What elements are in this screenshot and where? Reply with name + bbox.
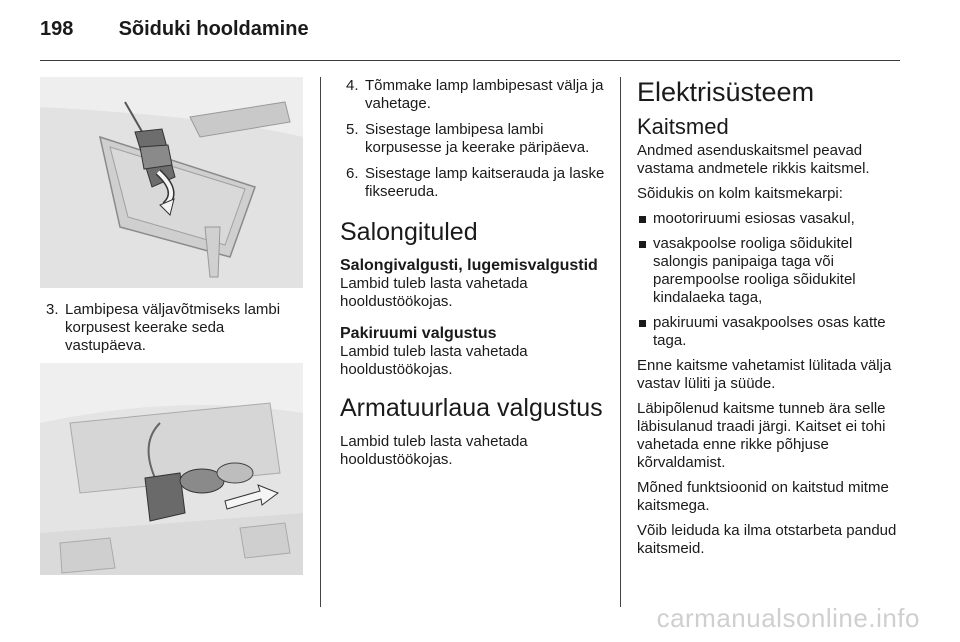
heading-salongituled: Salongituled <box>340 218 478 246</box>
heading-elektrisusteem: Elektrisüsteem <box>637 77 815 107</box>
step-6-text: Sisestage lamp kaitserauda ja laske fikseeruda. <box>365 165 605 200</box>
bullet-square-icon <box>639 320 646 327</box>
step-6-number: 6. <box>346 165 359 182</box>
column-2 <box>340 77 605 476</box>
step-5-number: 5. <box>346 121 359 138</box>
column-3 <box>637 77 902 565</box>
step-4 <box>340 77 605 113</box>
heading-kaitsmed: Kaitsmed <box>637 114 729 139</box>
paragraph-6: Võib leiduda ka ilma otstarbeta pandud kaitsmeid. <box>637 522 897 557</box>
salongivalgusti-text: Lambid tuleb lasta vahetada hooldustöökojas. <box>340 275 528 310</box>
step-6 <box>340 165 605 201</box>
bullet-text: vasakpoolse rooliga sõidukitel salongis panipaiga taga või parempoolse rooliga sõidukitel kindalaeka taga, <box>653 235 856 306</box>
step-3 <box>40 301 303 355</box>
lamp-housing-illustration <box>40 77 303 288</box>
bullet-item <box>637 235 902 307</box>
paragraph-2: Sõidukis on kolm kaitsmekarpi: <box>637 185 843 202</box>
bullet-square-icon <box>639 241 646 248</box>
column-1 <box>40 77 303 575</box>
paragraph-3: Enne kaitsme vahetamist lülitada välja vastav lüliti ja süüde. <box>637 357 892 392</box>
heading-pakiruumi: Pakiruumi valgustus <box>340 325 497 342</box>
armatuurlaua-text: Lambid tuleb lasta vahetada hooldustöökojas. <box>340 433 528 468</box>
lamp-socket-illustration <box>40 363 303 575</box>
paragraph-4: Läbipõlenud kaitsme tunneb ära selle läbisulanud traadi järgi. Kaitset ei tohi vahetada enne rikke põhjuse kõrvaldamist. <box>637 400 886 471</box>
paragraph-5: Mõned funktsioonid on kaitstud mitme kaitsmega. <box>637 479 889 514</box>
bullet-text: pakiruumi vasakpoolses osas katte taga. <box>653 314 886 349</box>
bullet-text: mootoriruumi esiosas vasakul, <box>653 210 855 227</box>
pakiruumi-text: Lambid tuleb lasta vahetada hooldustöökojas. <box>340 343 528 378</box>
page-title: Sõiduki hooldamine <box>118 18 309 40</box>
watermark: carmanualsonline.info <box>656 603 920 633</box>
step-3-text: Lambipesa väljavõtmiseks lambi korpusest keerake seda vastupäeva. <box>65 301 281 354</box>
bullet-item <box>637 314 902 350</box>
step-4-text: Tõmmake lamp lambipesast välja ja vahetage. <box>365 77 604 112</box>
step-4-number: 4. <box>346 77 359 94</box>
column-divider-2 <box>620 77 621 607</box>
heading-armatuurlaua: Armatuurlaua valgustus <box>340 394 603 422</box>
step-3-number: 3. <box>46 301 59 318</box>
heading-salongivalgusti: Salongivalgusti, lugemisvalgustid <box>340 257 598 274</box>
paragraph-1: Andmed asenduskaitsmel peavad vastama andmetele rikkis kaitsmel. <box>637 142 870 177</box>
page-header <box>40 18 309 41</box>
bullet-item <box>637 210 902 228</box>
step-5 <box>340 121 605 157</box>
column-divider-1 <box>320 77 321 607</box>
bullet-square-icon <box>639 216 646 223</box>
step-5-text: Sisestage lambipesa lambi korpusesse ja keerake päripäeva. <box>365 121 590 156</box>
page-number: 198 <box>40 18 74 40</box>
header-rule <box>40 60 900 61</box>
